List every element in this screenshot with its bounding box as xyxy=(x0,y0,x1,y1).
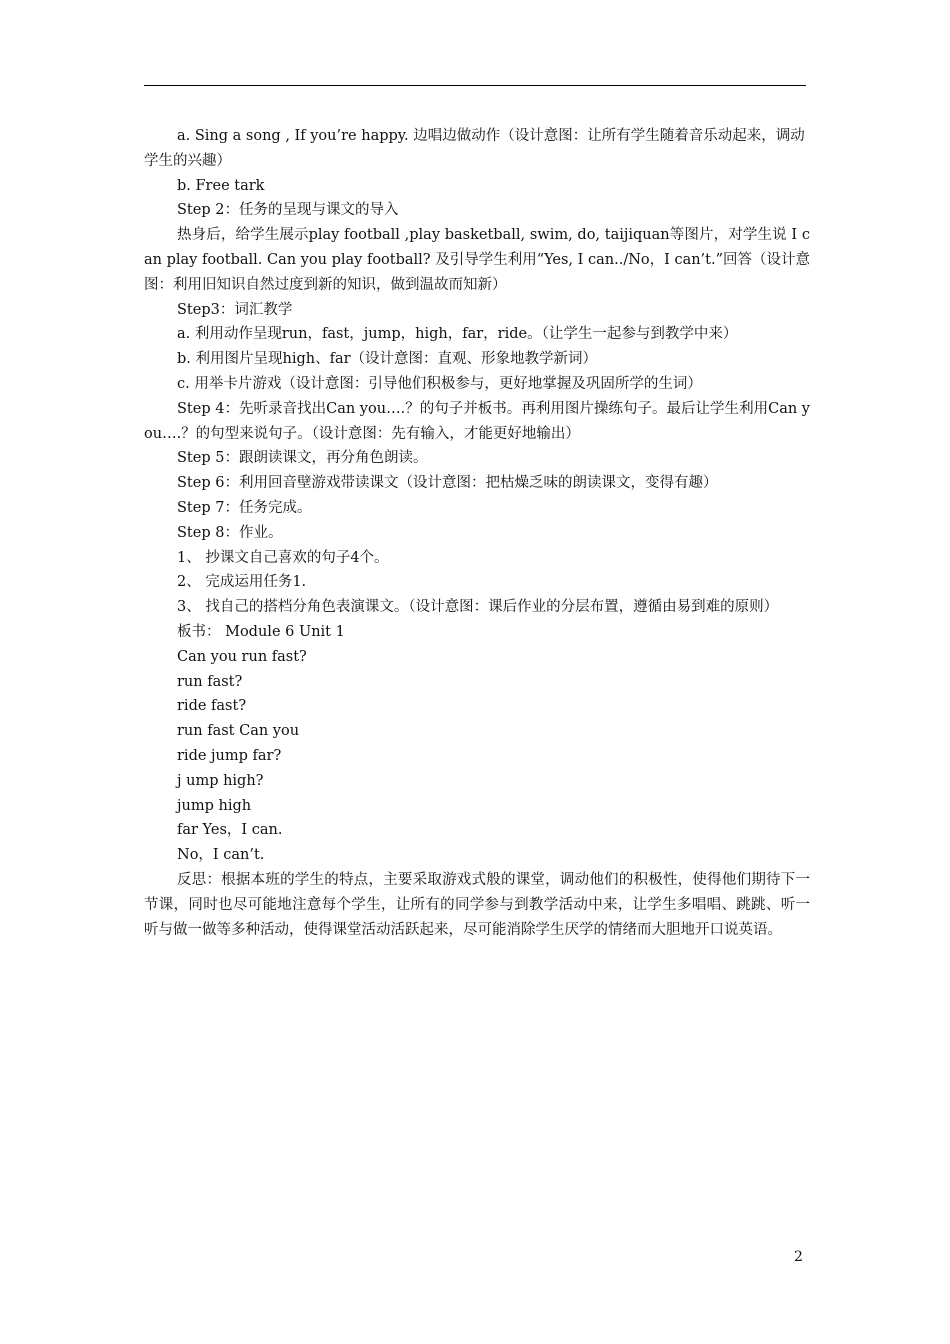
document-body xyxy=(144,124,810,942)
blackboard-heading: 板书： Module 6 Unit 1 xyxy=(177,623,345,640)
vocab-item-c: c. 用举卡片游戏（设计意图：引导他们积极参与，更好地掌握及巩固所学的生词） xyxy=(177,375,702,392)
blackboard-line: j ump high? xyxy=(177,772,264,789)
homework-item-1: 1、 抄课文自己喜欢的句子4个。 xyxy=(177,549,389,566)
reflection-paragraph: 反思：根据本班的学生的特点，主要采取游戏式般的课堂，调动他们的积极性，使得他们期待下一节课，同时也尽可能地注意每个学生，让所有的同学参与到教学活动中来，让学生多唱唱、跳跳、听一听与做一做等多种活动，使得课堂活动活跃起来，尽可能消除学生厌学的情绪而大胆地开口说英语。 xyxy=(144,871,810,938)
step-4-paragraph: Step 4：先听录音找出Can you….？的句子并板书。再利用图片操练句子。最后让学生利用Can you….？的句型来说句子。（设计意图：先有输入，才能更好地输出） xyxy=(144,400,810,442)
step-3-heading: Step3：词汇教学 xyxy=(177,301,293,318)
blackboard-line: run fast Can you xyxy=(177,723,300,740)
blackboard-line: No，I can’t. xyxy=(177,847,265,864)
warmup-song-paragraph: a. Sing a song , If you’re happy. 边唱边做动作（设计意图：让所有学生随着音乐动起来，调动学生的兴趣） xyxy=(144,128,805,169)
homework-item-3: 3、 找自己的搭档分角色表演课文。（设计意图：课后作业的分层布置，遵循由易到难的原则） xyxy=(177,599,779,616)
blackboard-line: ride fast? xyxy=(177,698,247,715)
step-8-heading: Step 8：作业。 xyxy=(177,524,283,541)
blackboard-line: run fast? xyxy=(177,673,243,690)
step-6-paragraph: Step 6：利用回音壁游戏带读课文（设计意图：把枯燥乏味的朗读课文，变得有趣） xyxy=(177,475,718,492)
header-rule xyxy=(144,85,806,86)
page-number: 2 xyxy=(794,1249,803,1265)
step-2-heading: Step 2：任务的呈现与课文的导入 xyxy=(177,202,399,219)
blackboard-line: far Yes，I can. xyxy=(177,822,283,839)
step-5-paragraph: Step 5：跟朗读课文，再分角色朗读。 xyxy=(177,450,428,467)
warmup-free-talk: b. Free tark xyxy=(177,177,265,194)
blackboard-line: jump high xyxy=(177,797,252,814)
homework-item-2: 2、 完成运用任务1. xyxy=(177,574,307,591)
step-7-paragraph: Step 7：任务完成。 xyxy=(177,499,312,516)
vocab-item-a: a. 利用动作呈现run，fast，jump，high，far，ride。（让学生一起参与到教学中来） xyxy=(177,326,738,343)
blackboard-line: ride jump far? xyxy=(177,747,282,764)
step-2-paragraph: 热身后，给学生展示play football ,play basketball, swim, do, taijiquan等图片，对学生说 I can play football. Can you play football? 及引导学生利用“Yes, I can../No，I can’t.”回答（设计意图：利用旧知识自然过度到新的知识，做到温故而知新） xyxy=(144,227,811,293)
vocab-item-b: b. 利用图片呈现high、far（设计意图：直观、形象地教学新词） xyxy=(177,351,598,368)
blackboard-line: Can you run fast? xyxy=(177,648,307,665)
